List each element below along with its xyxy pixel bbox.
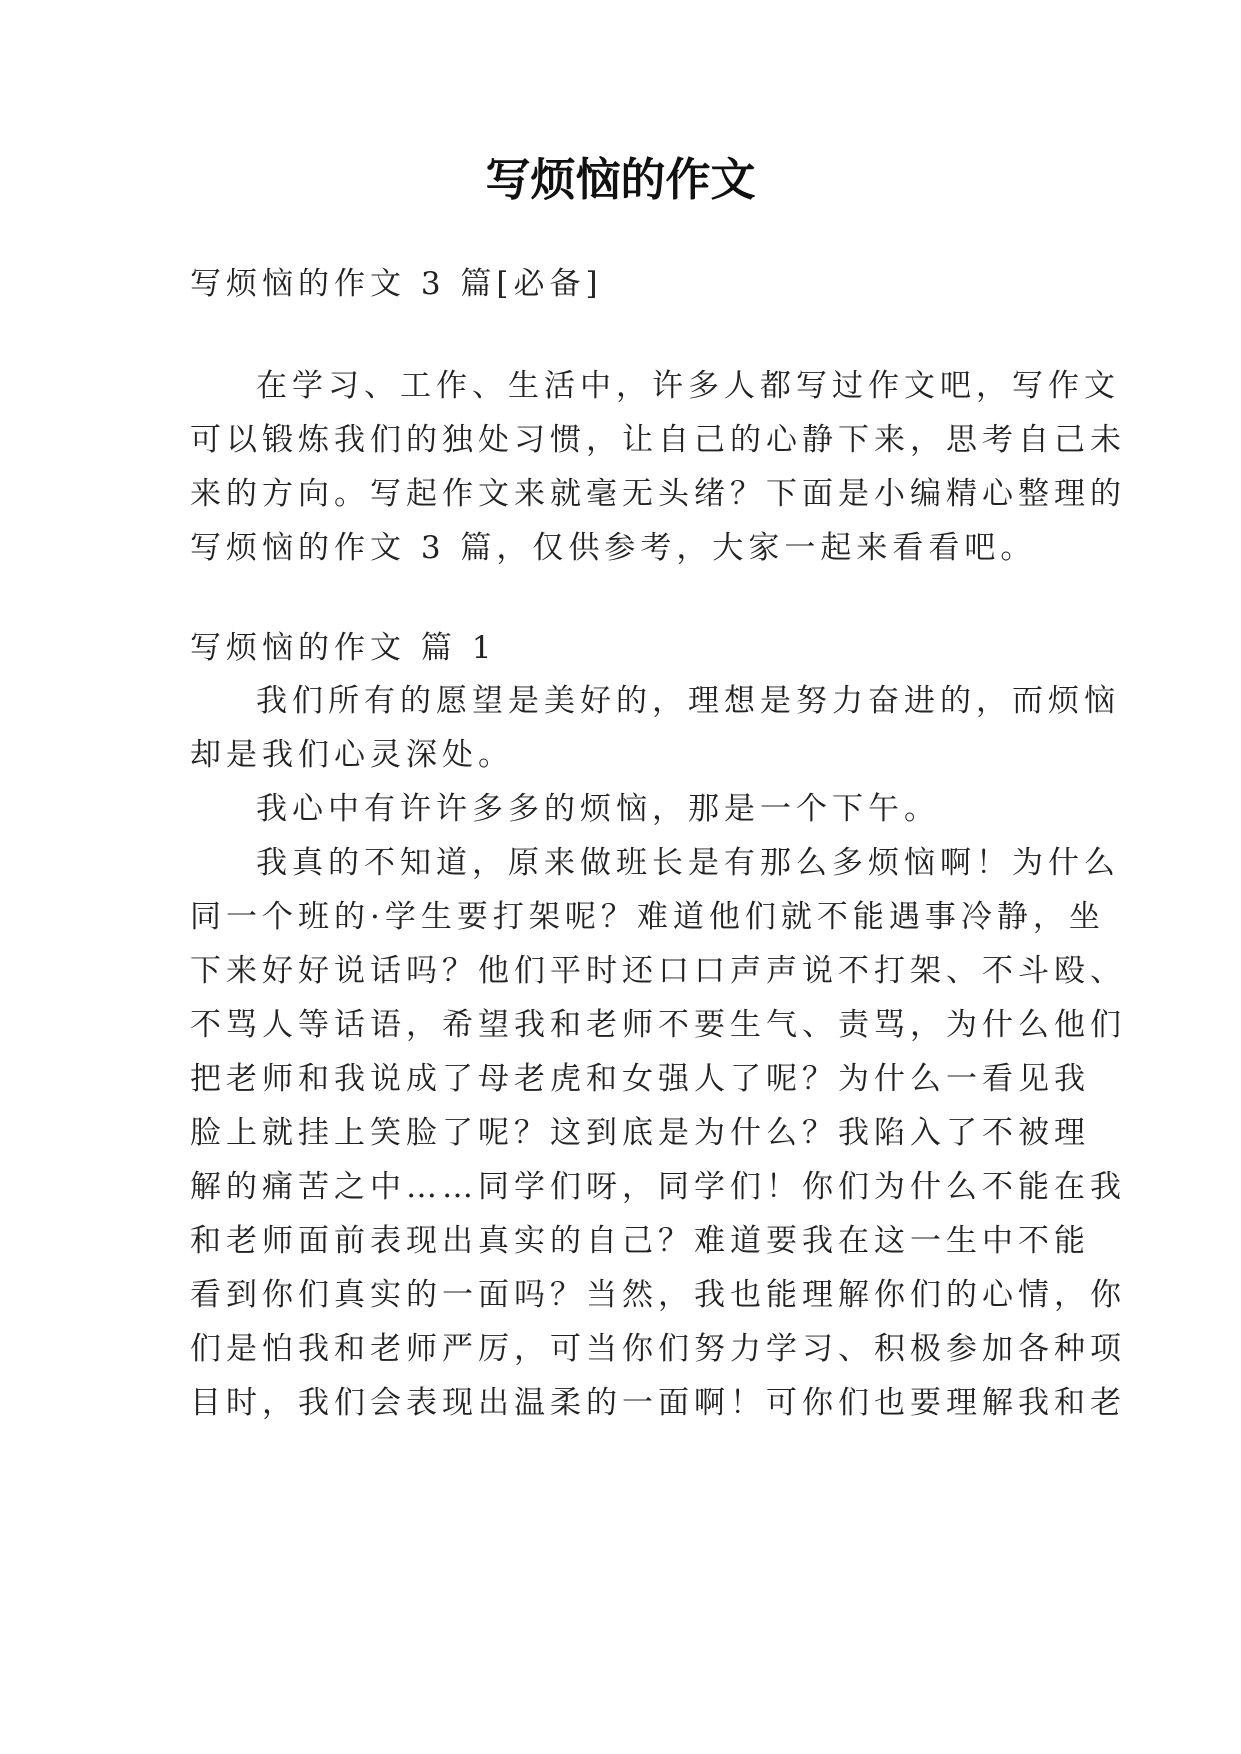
body-line: 们是怕我和老师严厉，可当你们努力学习、积极参加各种项 — [190, 1331, 1126, 1367]
body-line: 目时，我们会表现出温柔的一面啊！可你们也要理解我和老 — [190, 1385, 1126, 1421]
intro-line: 写烦恼的作文 3 篇，仅供参考，大家一起来看看吧。 — [190, 530, 1037, 566]
intro-line: 来的方向。写起作文来就毫无头绪？下面是小编精心整理的 — [190, 476, 1126, 512]
body-line: 同一个班的·学生要打架呢？难道他们就不能遇事冷静，坐 — [190, 899, 1105, 935]
body-line: 解的痛苦之中……同学们呀，同学们！你们为什么不能在我 — [190, 1169, 1126, 1205]
body-line: 脸上就挂上笑脸了呢？这到底是为什么？我陷入了不被理 — [190, 1115, 1090, 1151]
section-heading: 写烦恼的作文 篇 1 — [190, 630, 497, 666]
intro-line: 可以锻炼我们的独处习惯，让自己的心静下来，思考自己未 — [190, 422, 1126, 458]
intro-line: 在学习、工作、生活中，许多人都写过作文吧，写作文 — [256, 368, 1120, 404]
document-subtitle: 写烦恼的作文 3 篇[必备] — [190, 266, 603, 302]
body-line: 和老师面前表现出真实的自己？难道要我在这一生中不能 — [190, 1223, 1090, 1259]
body-line: 下来好好说话吗？他们平时还口口声声说不打架、不斗殴、 — [190, 953, 1126, 989]
body-line: 却是我们心灵深处。 — [190, 737, 514, 773]
body-line: 看到你们真实的一面吗？当然，我也能理解你们的心情，你 — [190, 1277, 1126, 1313]
body-line: 不骂人等话语，希望我和老师不要生气、责骂，为什么他们 — [190, 1007, 1126, 1043]
document-title: 写烦恼的作文 — [485, 153, 756, 206]
body-line: 把老师和我说成了母老虎和女强人了呢？为什么一看见我 — [190, 1061, 1090, 1097]
body-line: 我心中有许许多多的烦恼，那是一个下午。 — [256, 791, 940, 827]
body-line: 我们所有的愿望是美好的，理想是努力奋进的，而烦恼 — [256, 683, 1120, 719]
body-line: 我真的不知道，原来做班长是有那么多烦恼啊！为什么 — [256, 845, 1120, 881]
